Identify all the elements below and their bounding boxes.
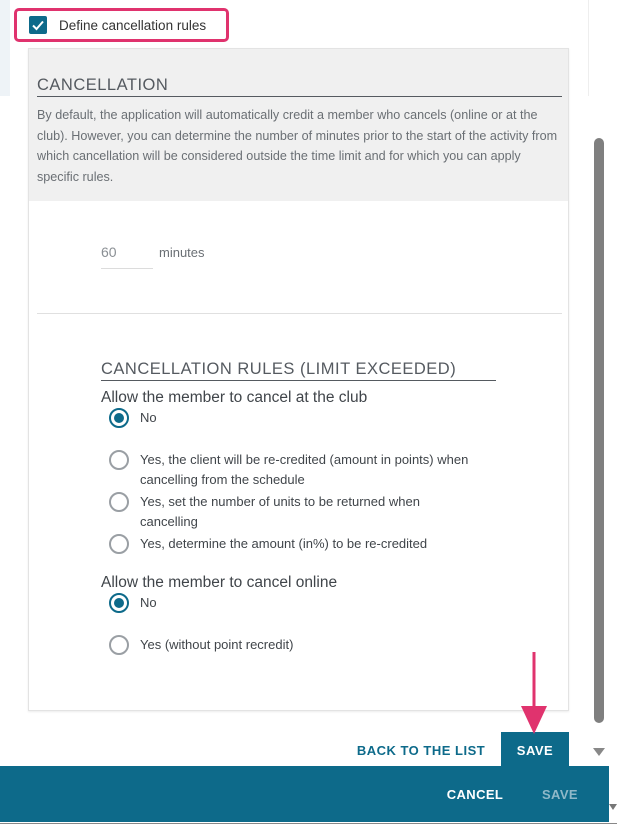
club-option-percent-label: Yes, determine the amount (in%) to be re-credited (140, 536, 428, 551)
footer-bar (0, 766, 609, 822)
online-option-no-radio[interactable] (109, 593, 129, 613)
club-option-percent-radio[interactable] (109, 534, 129, 554)
online-option-no-label: No (140, 595, 157, 610)
corner-arrow-icon (609, 804, 617, 810)
scroll-down-arrow-icon[interactable] (593, 748, 605, 756)
cancellation-header (29, 49, 568, 201)
cancellation-title: CANCELLATION (37, 76, 562, 97)
club-option-recredit-points-radio[interactable] (109, 450, 129, 470)
define-cancellation-rules-toggle[interactable] (14, 8, 229, 42)
online-cancel-group-label: Allow the member to cancel online (101, 574, 338, 591)
minutes-unit-label: minutes (159, 245, 205, 260)
cancellation-description: By default, the application will automatically credit a member who cancels (online or at the club). However, you can determine the number of minutes prior to the start of the activity from which cancellation will be considered outside the time limit and for which you can apply specific rules. (37, 108, 558, 184)
minutes-input[interactable]: 60 (101, 243, 153, 269)
online-option-yes-radio[interactable] (109, 635, 129, 655)
footer-cancel-button[interactable]: CANCEL (446, 786, 504, 802)
save-button[interactable]: SAVE (501, 732, 569, 768)
scrollbar-thumb[interactable] (594, 138, 604, 723)
annotation-arrow-icon (518, 650, 550, 736)
online-option-yes-label: Yes (without point recredit) (140, 637, 294, 652)
footer-save-button[interactable]: SAVE (541, 786, 579, 802)
club-option-no-label: No (140, 410, 157, 425)
back-to-list-button[interactable]: BACK TO THE LIST (356, 742, 486, 758)
club-option-units-radio[interactable] (109, 492, 129, 512)
check-icon (31, 18, 45, 32)
section-divider (37, 313, 562, 314)
left-panel-edge (0, 0, 10, 96)
club-option-units-label: Yes, set the number of units to be returned when cancelling (140, 494, 420, 529)
club-option-no-radio[interactable] (109, 408, 129, 428)
cancellation-card (28, 48, 569, 711)
bottom-border (0, 823, 617, 824)
define-cancellation-rules-checkbox[interactable] (29, 16, 47, 34)
cancellation-rules-title: CANCELLATION RULES (LIMIT EXCEEDED) (101, 360, 496, 381)
define-cancellation-rules-label: Define cancellation rules (59, 17, 207, 33)
right-panel-edge (588, 0, 617, 96)
club-option-recredit-points-label: Yes, the client will be re-credited (amount in points) when cancelling from the schedule (140, 452, 469, 487)
club-cancel-group-label: Allow the member to cancel at the club (101, 389, 368, 406)
